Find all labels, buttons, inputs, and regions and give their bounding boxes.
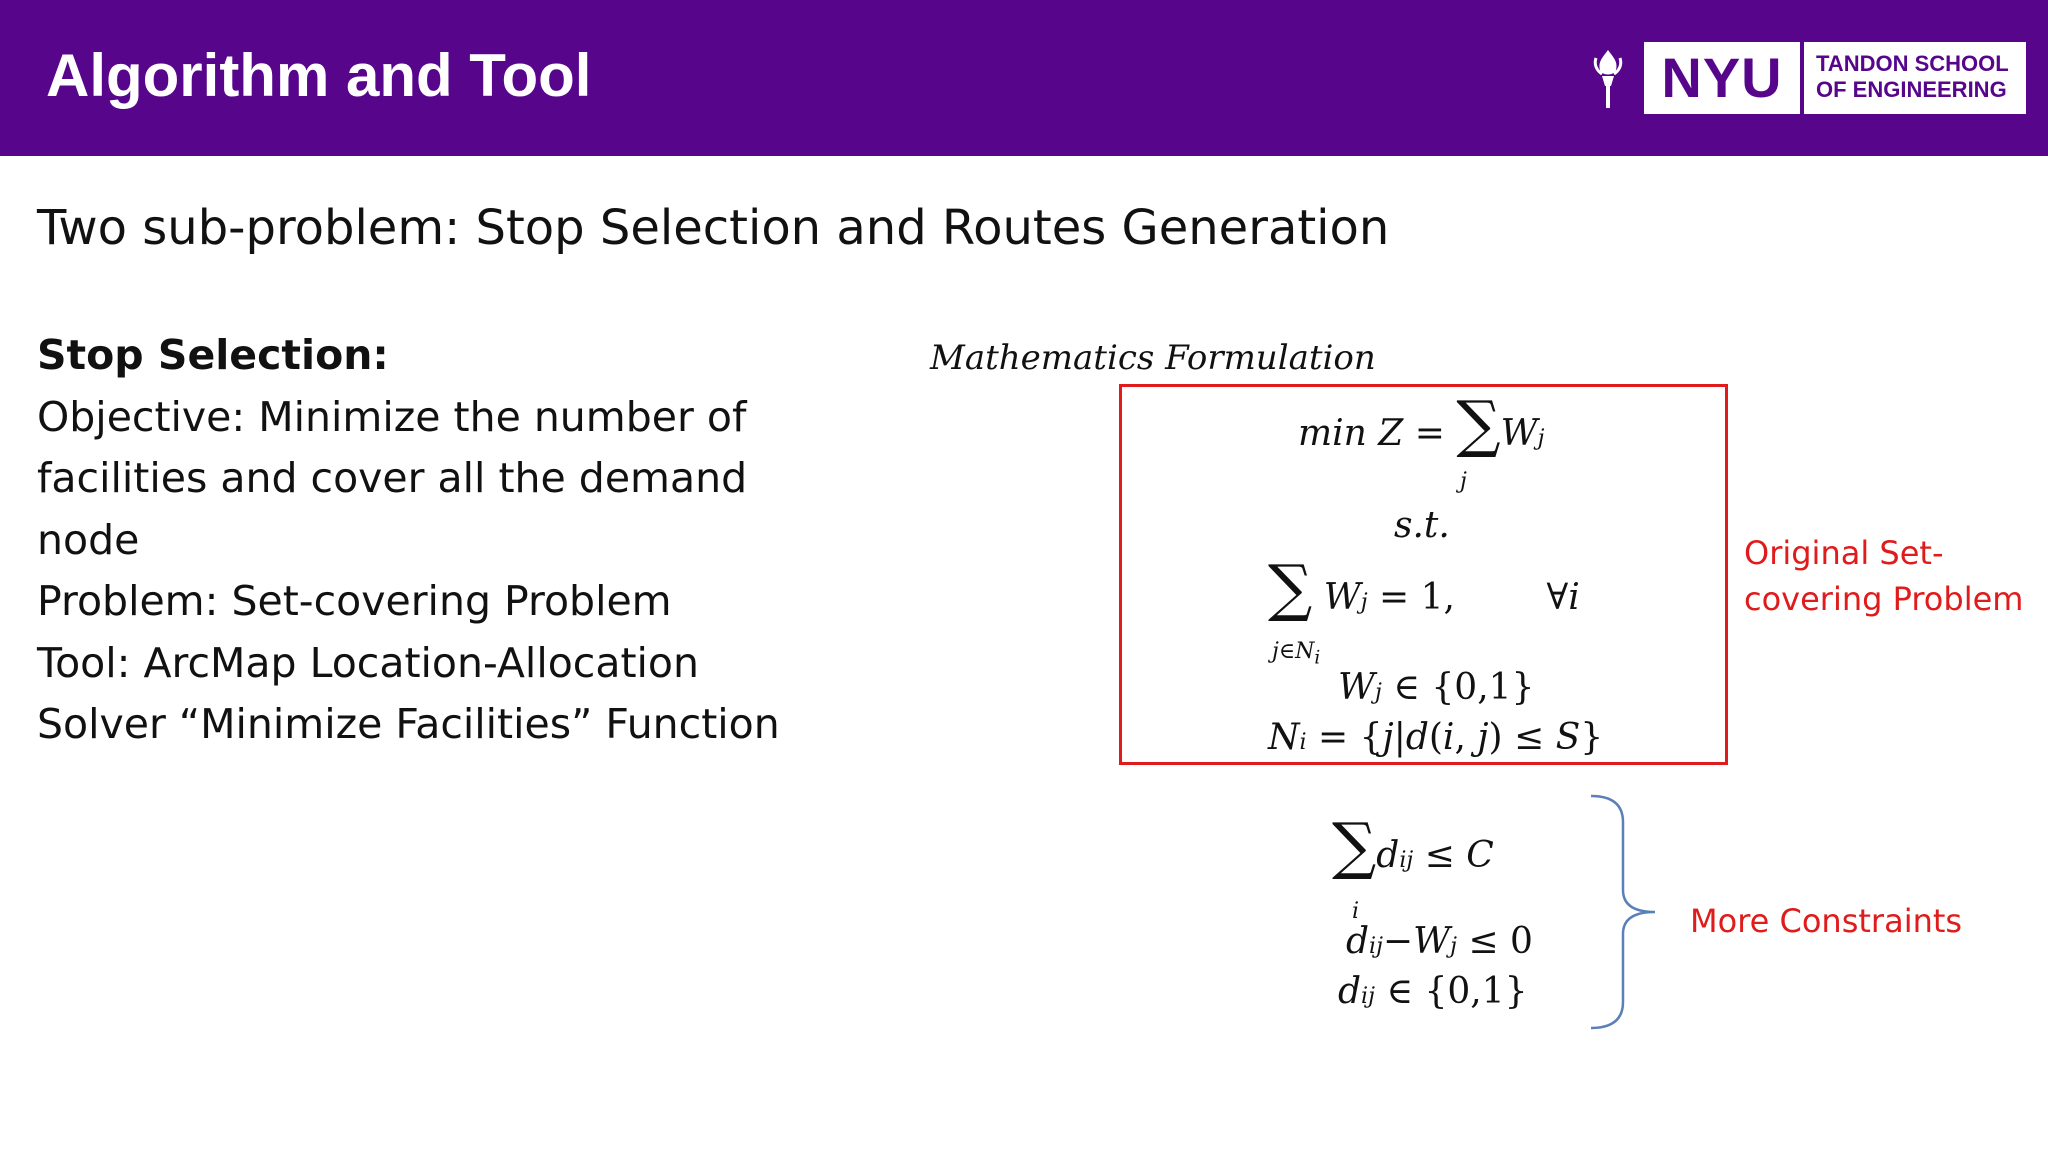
nyu-wordmark-box	[1644, 42, 1800, 114]
stop-selection-line: Solver “Minimize Facilities” Function	[37, 700, 780, 748]
stop-selection-heading: Stop Selection:	[37, 331, 389, 379]
stop-selection-text	[37, 325, 867, 756]
torch-icon	[1588, 48, 1628, 110]
sum-index-j-in-ni: $j\in N_i$	[1272, 639, 1321, 669]
stop-selection-line: facilities and cover all the demand	[37, 454, 748, 502]
formulation-title: Mathematics Formulation	[930, 338, 1376, 378]
objective-equation: min Z = ∑Wj	[1298, 387, 1545, 460]
assignment-binary-constraint: dij ∈ {0,1}	[1338, 971, 1528, 1012]
more-constraints-label: More Constraints	[1690, 902, 1963, 940]
original-label-line-2: covering Problem	[1744, 580, 2024, 618]
tandon-line-2: OF ENGINEERING	[1816, 77, 2007, 102]
neighborhood-definition: Ni = {j|d(i, j) ≤ S}	[1268, 717, 1604, 758]
right-brace	[1585, 792, 1665, 1032]
sum-index-j: j	[1460, 469, 1467, 494]
stop-selection-line: node	[37, 515, 140, 564]
slide-title: Algorithm and Tool	[46, 42, 592, 109]
sum-index-i: i	[1352, 899, 1360, 924]
tandon-wordmark-box	[1804, 42, 2026, 114]
header-bar	[0, 0, 2048, 156]
tandon-line-1: TANDON SCHOOL	[1816, 51, 2009, 76]
stop-selection-line: Objective: Minimize the number of	[37, 392, 747, 441]
nyu-tandon-logo	[1588, 42, 2026, 114]
capacity-constraint: ∑dij ≤ C	[1332, 809, 1494, 882]
nyu-wordmark: NYU	[1661, 46, 1783, 109]
link-constraint: dij−Wj ≤ 0	[1346, 921, 1533, 962]
coverage-constraint: ∑ Wj = 1, ∀i	[1268, 551, 1580, 624]
original-label-line-1: Original Set-	[1744, 534, 1944, 572]
subject-to: s.t.	[1394, 505, 1450, 546]
slide-subtitle: Two sub-problem: Stop Selection and Routes Generation	[37, 200, 1390, 256]
stop-selection-line: Problem: Set-covering Problem	[37, 577, 672, 625]
binary-constraint: Wj ∈ {0,1}	[1338, 667, 1535, 708]
stop-selection-line: Tool: ArcMap Location-Allocation	[37, 638, 700, 687]
